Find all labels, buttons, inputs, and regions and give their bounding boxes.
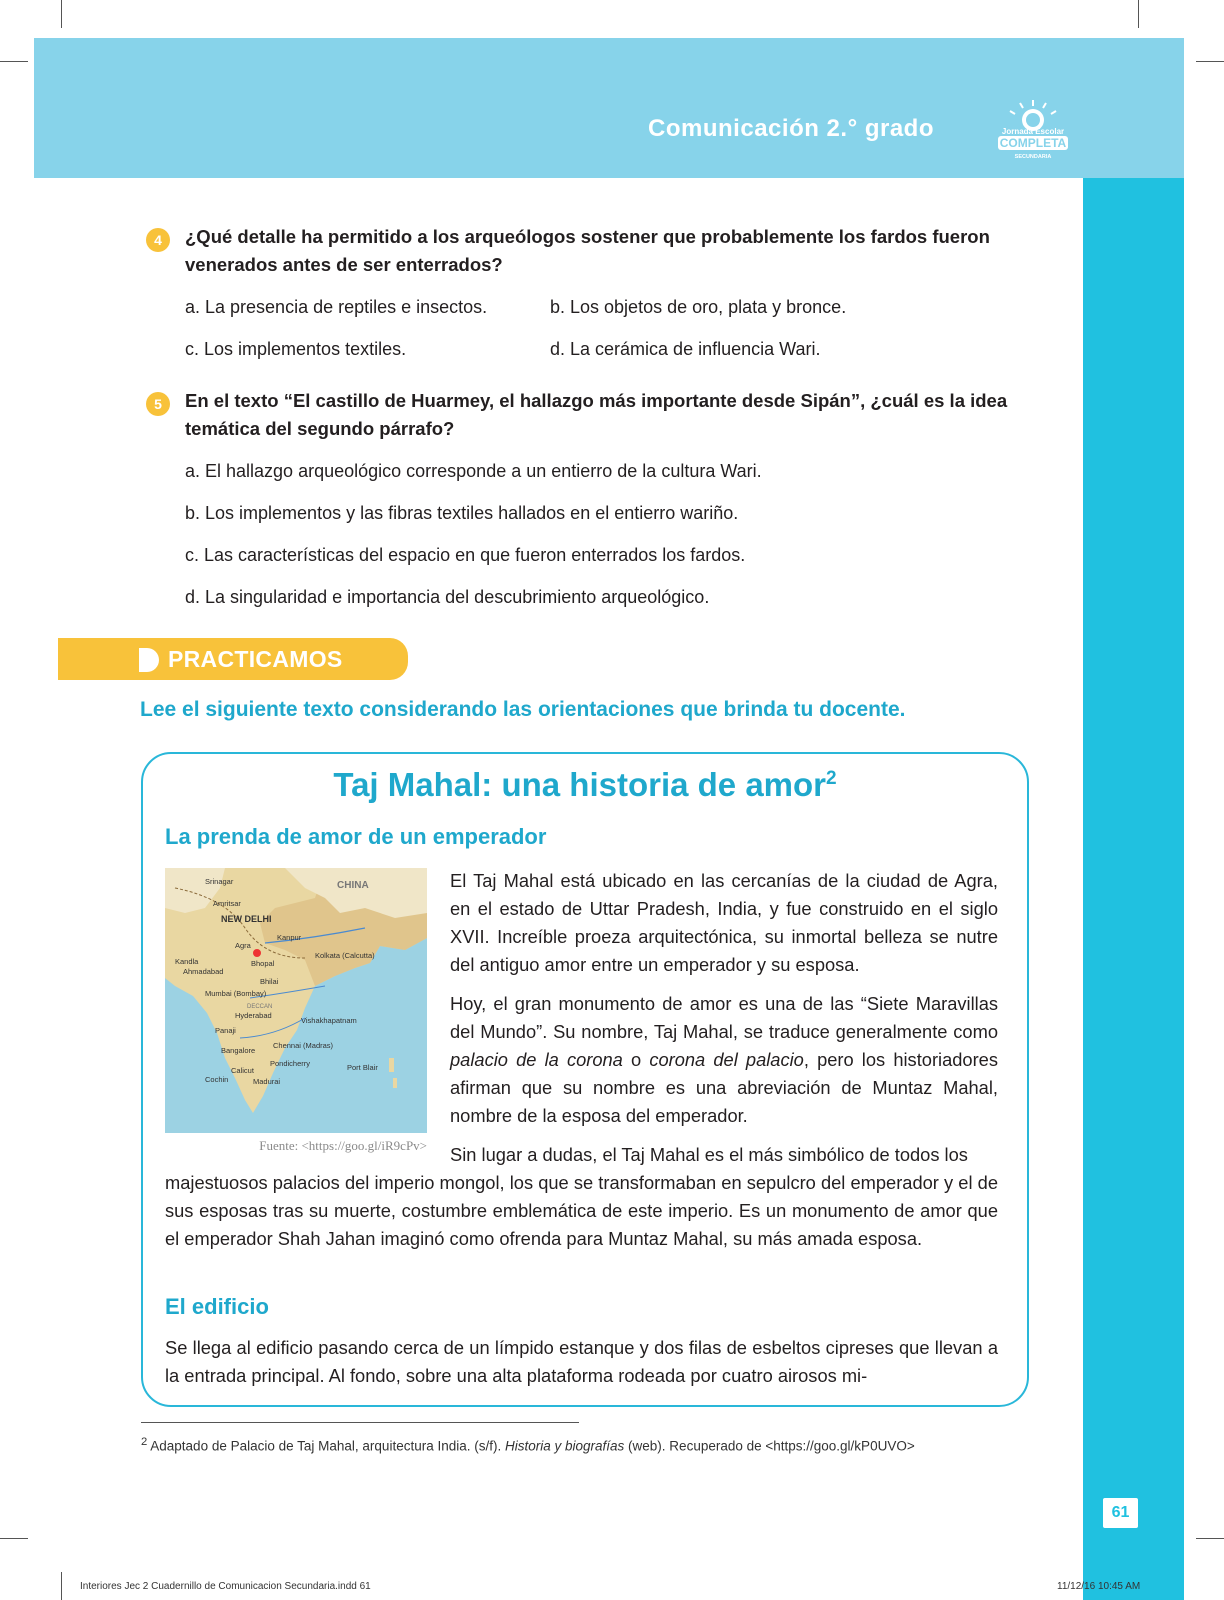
reading-paragraph-3: majestuosos palacios del imperio mongol, los que se transformaban en sepulcro del emperador y el de sus esposas tras su muerte, costumbre emblemática de este imperio. Es un monumento de amor que el emperador Shah Jahan imaginó como ofrenda para Muntaz Mahal, su más amada esposa. (165, 1172, 998, 1249)
paragraph-2-text: o (622, 1049, 650, 1070)
reading-paragraph-2 (450, 990, 998, 1130)
map-label: Bangalore (221, 1046, 256, 1055)
crop-mark (61, 1572, 62, 1600)
map-label: Chennai (Madras) (273, 1041, 334, 1050)
footnote (141, 1436, 915, 1454)
question-4-option-c[interactable]: c. Los implementos textiles. (185, 339, 407, 359)
print-slug-date: 11/12/16 10:45 AM (1057, 1581, 1141, 1592)
map-label: Cochin (205, 1075, 229, 1084)
map-label: Bhilai (260, 977, 279, 986)
question-4-number: 4 (146, 228, 170, 252)
map-label: Kanpur (277, 933, 302, 942)
header-title: Comunicación 2.° grado (648, 115, 934, 142)
paragraph-2-text: Hoy, el gran monumento de amor es una de las “Siete Maravillas del Mundo”. Su nombre, Taj Mahal, se traduce generalmente como (450, 993, 998, 1042)
reading-title (141, 766, 1029, 804)
question-5-option-c[interactable]: c. Las características del espacio en que fueron enterrados los fardos. (185, 545, 746, 565)
map-label: CHINA (337, 880, 369, 891)
question-4-option-a[interactable]: a. La presencia de reptiles e insectos. (185, 297, 488, 317)
logo-line3: SECUNDARIA (1014, 154, 1052, 160)
map-label: Vishakhapatnam (301, 1016, 357, 1025)
crop-mark (1138, 0, 1139, 28)
side-band (1083, 178, 1184, 1600)
map-label: Bhopal (251, 959, 275, 968)
map-label: Mumbai (Bombay) (205, 989, 267, 998)
map-label: Kolkata (Calcutta) (315, 951, 375, 960)
logo-line2: COMPLETA (999, 136, 1067, 150)
question-4-option-d[interactable]: d. La cerámica de influencia Wari. (550, 339, 821, 359)
paragraph-2-text: , pero los historiadores afirman que su nombre es una abreviación de Muntaz Mahal, nombre de la esposa del emperador. (450, 1049, 998, 1126)
map-label: Agra (235, 941, 251, 950)
logo-line1: Jornada Escolar (1001, 127, 1065, 136)
map-label: DECCAN (247, 1004, 273, 1010)
footnote-text: (web). Recuperado de <https://goo.gl/kP0UVO> (624, 1438, 915, 1454)
print-slug-file: Interiores Jec 2 Cuadernillo de Comunicacion Secundaria.indd 61 (80, 1581, 371, 1592)
question-5-option-b[interactable]: b. Los implementos y las fibras textiles hallados en el entierro wariño. (185, 503, 739, 523)
question-4-text: ¿Qué detalle ha permitido a los arqueólogos sostener que probablemente los fardos fueron venerados antes de ser enterrados? (185, 226, 990, 275)
map-label: Srinagar (205, 877, 234, 886)
crop-mark (0, 61, 28, 62)
reading-paragraph-3-first-line: Sin lugar a dudas, el Taj Mahal es el más simbólico de todos los (450, 1144, 968, 1165)
question-5-text: En el texto “El castillo de Huarmey, el hallazgo más importante desde Sipán”, ¿cuál es la idea temática del segundo párrafo? (185, 390, 1008, 439)
question-5-option-a[interactable]: a. El hallazgo arqueológico corresponde a un entierro de la cultura Wari. (185, 461, 762, 481)
page-number: 61 (1103, 1498, 1138, 1528)
footnote-number: 2 (141, 1436, 148, 1448)
reading-subheading-2: El edificio (165, 1294, 269, 1319)
footnote-text: Adaptado de Palacio de Taj Mahal, arquitectura India. (s/f). (147, 1438, 505, 1454)
crop-mark (0, 1538, 28, 1539)
footnote-italic: Historia y biografías (504, 1438, 625, 1454)
section-instruction: Lee el siguiente texto considerando las orientaciones que brinda tu docente. (140, 698, 906, 721)
map-label: Panaji (215, 1026, 236, 1035)
reading-paragraph-4: Se llega al edificio pasando cerca de un límpido estanque y dos filas de esbeltos cipreses que llevan a la entrada principal. Al fondo, sobre una alta plataforma rodeada por cuatro airosos mi- (165, 1337, 998, 1386)
footnote-rule (141, 1422, 579, 1423)
reading-subheading-1: La prenda de amor de un emperador (165, 824, 547, 849)
crop-mark (61, 0, 62, 28)
map-label: Ahmadabad (183, 967, 224, 976)
map-label: Calicut (231, 1066, 254, 1075)
crop-mark (1196, 61, 1224, 62)
question-5-option-d[interactable]: d. La singularidad e importancia del descubrimiento arqueológico. (185, 587, 710, 607)
map-label: Port Blair (347, 1063, 378, 1072)
paragraph-2-italic: corona del palacio (649, 1049, 804, 1070)
footnote-ref: 2 (826, 768, 837, 789)
reading-title-text: Taj Mahal: una historia de amor (333, 766, 827, 803)
reading-paragraph-1: El Taj Mahal está ubicado en las cercanías de la ciudad de Agra, en el estado de Uttar Pradesh, India, y fue construido en el siglo XVII. Increíble proeza arquitectónica, su inmortal belleza se nutre del antiguo amor entre un emperador y su esposa. (450, 870, 998, 975)
map-source: Fuente: <https://goo.gl/iR9cPv> (259, 1138, 427, 1153)
map-label: Amritsar (213, 899, 241, 908)
section-label: PRACTICAMOS (168, 646, 343, 672)
map-label: Madurai (253, 1077, 281, 1086)
map-label: Kandla (175, 957, 199, 966)
question-5-number: 5 (146, 392, 170, 416)
map-label: Pondicherry (270, 1059, 311, 1068)
crop-mark (1196, 1538, 1224, 1539)
paragraph-2-italic: palacio de la corona (450, 1049, 623, 1070)
map-label: NEW DELHI (221, 914, 272, 924)
question-4-option-b[interactable]: b. Los objetos de oro, plata y bronce. (550, 297, 847, 317)
jornada-escolar-logo (990, 98, 1076, 164)
india-map (165, 868, 427, 1133)
map-label: Hyderabad (235, 1011, 272, 1020)
